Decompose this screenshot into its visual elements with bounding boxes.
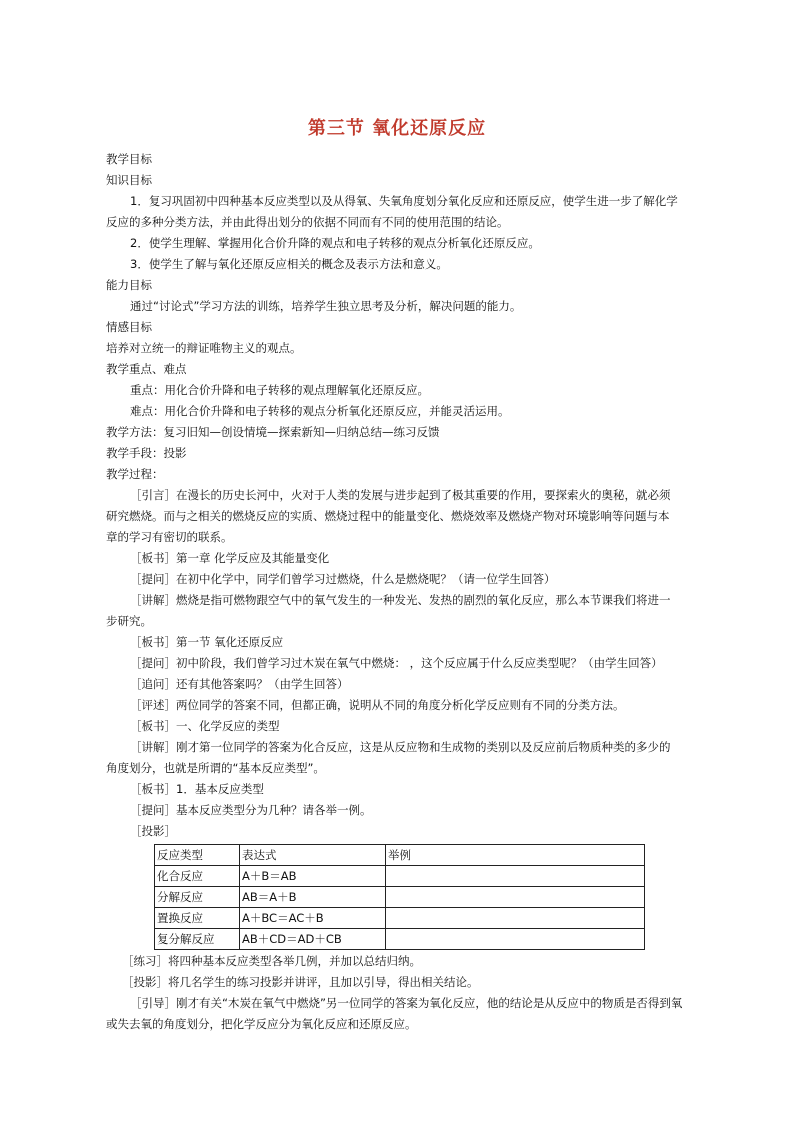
paragraph-line: ［投影］: [130, 824, 176, 838]
table-row: [155, 887, 645, 908]
paragraph-line: 3．使学生了解与氧化还原反应相关的概念及表示方法和意义。: [130, 257, 448, 271]
paragraph-line: 教学手段：投影: [106, 446, 187, 460]
paragraph-line: ［板书］第一节 氧化还原反应: [130, 635, 284, 649]
paragraph-line: ［追问］还有其他答案吗？（由学生回答）: [130, 677, 349, 691]
table-cell: [386, 887, 645, 908]
section-heading-ability-goals: 能力目标: [106, 278, 152, 292]
document-body: [106, 149, 700, 1035]
table-cell: 化合反应: [155, 866, 240, 887]
paragraph-line: ［板书］1．基本反应类型: [130, 782, 264, 796]
section-heading-knowledge-goals: 知识目标: [106, 173, 152, 187]
paragraph-line: 步研究。: [106, 614, 152, 628]
table-cell: 分解反应: [155, 887, 240, 908]
table-cell: 复分解反应: [155, 929, 240, 950]
page-title: 第三节 氧化还原反应: [307, 118, 487, 139]
reaction-types-table: [154, 844, 645, 950]
table-header-cell: 反应类型: [155, 845, 240, 866]
paragraph-line: 反应的多种分类方法，并由此得出划分的依据不同而有不同的使用范围的结论。: [106, 215, 509, 229]
table-cell: [386, 866, 645, 887]
table-cell: [386, 929, 645, 950]
paragraph-line: 章的学习有密切的联系。: [106, 530, 233, 544]
paragraph-line: 重点：用化合价升降和电子转移的观点理解氧化还原反应。: [130, 383, 429, 397]
section-heading-key-points: 教学重点、难点: [106, 362, 187, 376]
table-header-cell: 表达式: [240, 845, 386, 866]
section-heading-teaching-goals: 教学目标: [106, 152, 152, 166]
paragraph-line: ［板书］第一章 化学反应及其能量变化: [130, 551, 330, 565]
paragraph-line: ［讲解］刚才第一位同学的答案为化合反应，这是从反应物和生成物的类别以及反应前后物质种类的多少的: [130, 740, 671, 754]
paragraph-line: 角度划分，也就是所谓的“基本反应类型”。: [106, 761, 325, 775]
section-heading-teaching-process: 教学过程：: [106, 467, 164, 481]
paragraph-line: ［提问］初中阶段，我们曾学习过木炭在氧气中燃烧： ，这个反应属于什么反应类型呢？（由学生回答）: [130, 656, 663, 670]
paragraph-line: 1．复习巩固初中四种基本反应类型以及从得氧、失氧角度划分氧化反应和还原反应，使学生进一步了解化学: [130, 194, 678, 208]
paragraph-line: 通过“讨论式”学习方法的训练，培养学生独立思考及分析，解决问题的能力。: [130, 299, 522, 313]
section-heading-emotion-goals: 情感目标: [106, 320, 152, 334]
table-row: [155, 908, 645, 929]
paragraph-line: ［评述］两位同学的答案不同，但都正确，说明从不同的角度分析化学反应则有不同的分类方法。: [130, 698, 625, 712]
table-cell: AB＝A＋B: [240, 887, 386, 908]
paragraph-line: 教学方法：复习旧知—创设情境—探索新知—归纳总结—练习反馈: [106, 425, 440, 439]
paragraph-line: 或失去氧的角度划分，把化学反应分为氧化反应和还原反应。: [106, 1017, 417, 1031]
paragraph-line: ［提问］基本反应类型分为几种？请各举一例。: [130, 803, 372, 817]
table-cell: AB＋CD＝AD＋CB: [240, 929, 386, 950]
paragraph-line: 难点：用化合价升降和电子转移的观点分析氧化还原反应，并能灵活运用。: [130, 404, 510, 418]
paragraph-line: ［投影］将几名学生的练习投影并讲评，且加以引导，得出相关结论。: [122, 975, 479, 989]
paragraph-line: 2．使学生理解、掌握用化合价升降的观点和电子转移的观点分析氧化还原反应。: [130, 236, 540, 250]
table-header-cell: 举例: [386, 845, 645, 866]
paragraph-line: 研究燃烧。而与之相关的燃烧反应的实质、燃烧过程中的能量变化、燃烧效率及燃烧产物对环境影响等问题与本: [106, 509, 670, 523]
table-row: [155, 929, 645, 950]
paragraph-line: ［提问］在初中化学中，同学们曾学习过燃烧，什么是燃烧呢？（请一位学生回答）: [130, 572, 556, 586]
table-row: [155, 866, 645, 887]
paragraph-line: ［引言］在漫长的历史长河中，火对于人类的发展与进步起到了极其重要的作用，要探索火的奥秘，就必须: [130, 488, 671, 502]
table-cell: A＋BC＝AC＋B: [240, 908, 386, 929]
paragraph-line: 培养对立统一的辩证唯物主义的观点。: [106, 341, 302, 355]
table-cell: A＋B＝AB: [240, 866, 386, 887]
table-cell: [386, 908, 645, 929]
table-header-row: [155, 845, 645, 866]
paragraph-line: ［板书］一、化学反应的类型: [130, 719, 280, 733]
paragraph-line: ［练习］将四种基本反应类型各举几例，并加以总结归纳。: [122, 954, 421, 968]
table-cell: 置换反应: [155, 908, 240, 929]
paragraph-line: ［讲解］燃烧是指可燃物跟空气中的氧气发生的一种发光、发热的剧烈的氧化反应，那么本节课我们将进一: [130, 593, 671, 607]
paragraph-line: ［引导］刚才有关“木炭在氧气中燃烧”另一位同学的答案为氧化反应，他的结论是从反应中的物质是否得到氧: [130, 996, 683, 1010]
